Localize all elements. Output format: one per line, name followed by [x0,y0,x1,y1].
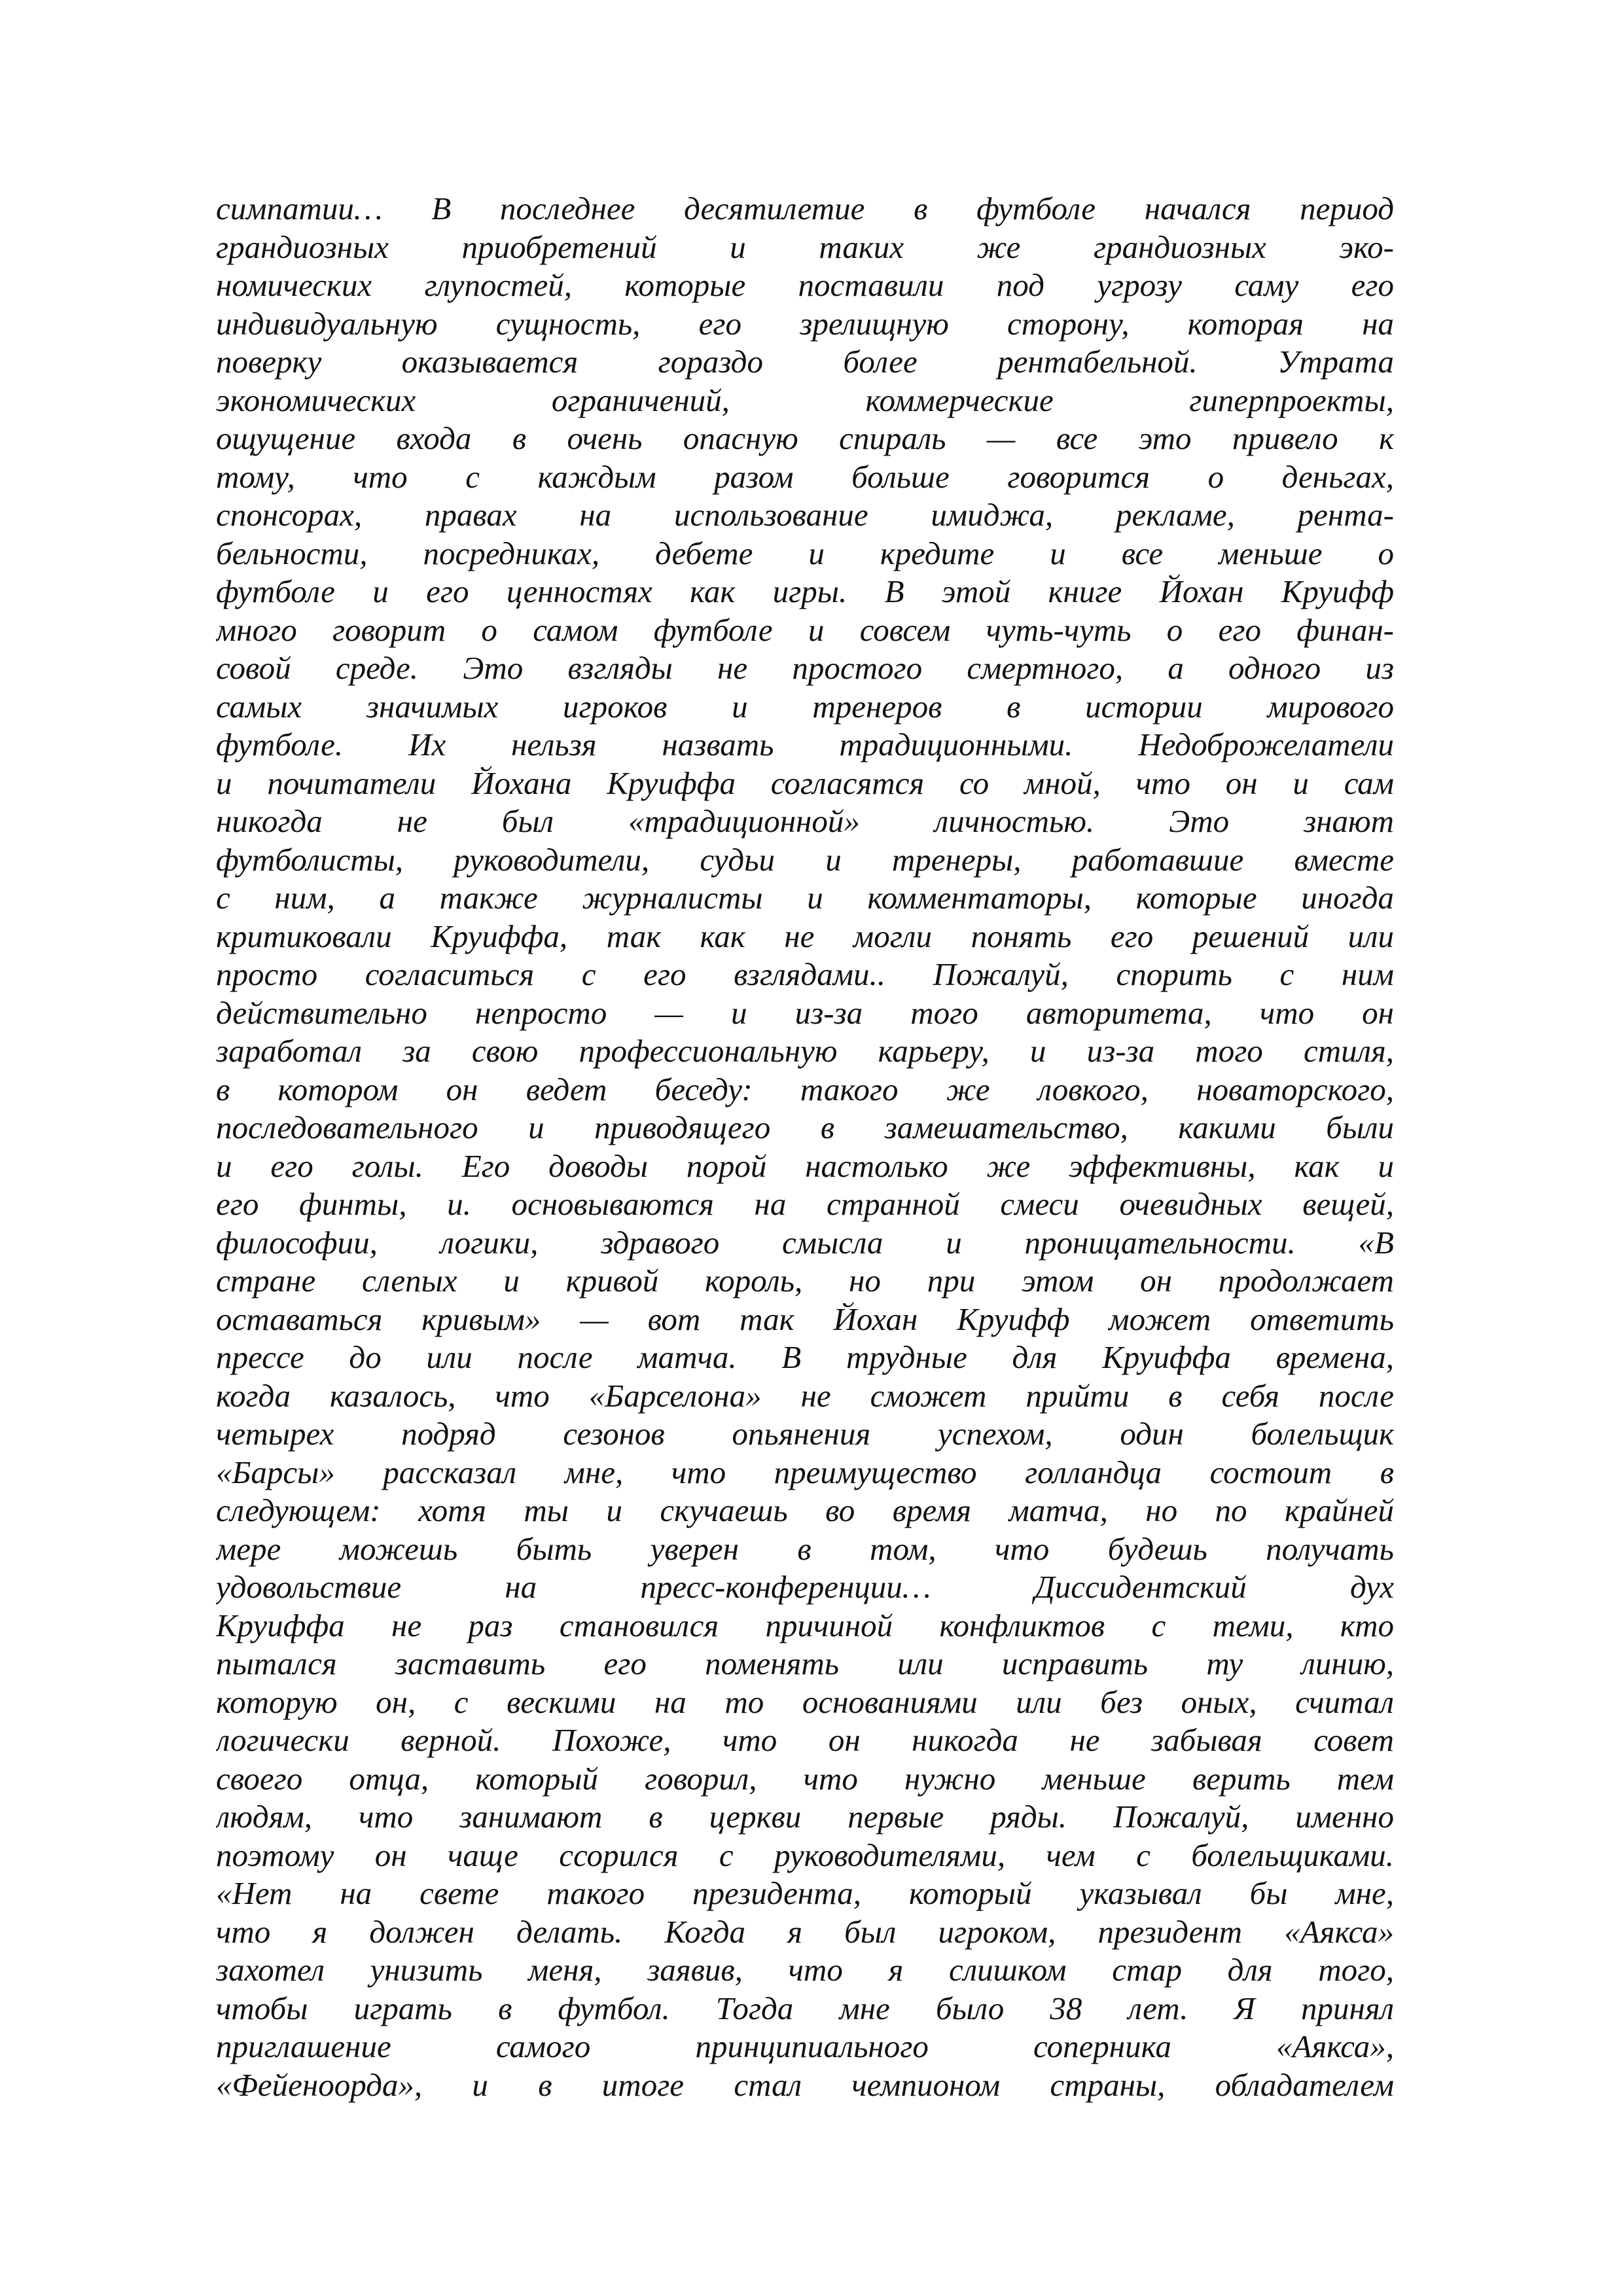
text-line: следующем: хотя ты и скучаешь во время матча, но по крайней [216,1492,1394,1528]
text-line: своего отца, который говорил, что нужно меньше верить тем [216,1760,1394,1797]
text-line: в котором он ведет беседу: такого же ловкого, новаторского, [216,1071,1394,1107]
text-line: футболе. Их нельзя назвать традиционными. Недоброжелатели [216,726,1394,762]
text-line: приглашение самого принципиального соперника «Аякса», [216,2028,1394,2064]
text-line: индивидуальную сущность, его зрелищную сторону, которая на [216,305,1394,342]
text-line: «Барсы» рассказал мне, что преимущество голландца состоит в [216,1454,1394,1490]
text-line: спонсорах, правах на использование имиджа, рекламе, рента- [216,497,1394,533]
text-line: оставаться кривым» — вот так Йохан Круифф может ответить [216,1300,1394,1337]
text-line: его финты, и. основываются на странной смеси очевидных вещей, [216,1186,1394,1222]
text-line: экономических ограничений, коммерческие гиперпроекты, [216,382,1394,418]
text-line: что я должен делать. Когда я был игроком, президент «Аякса» [216,1913,1394,1950]
text-line: которую он, с вескими на то основаниями или без оных, считал [216,1683,1394,1720]
text-line: симпатии… В последнее десятилетие в футболе начался период [216,190,1394,226]
text-line: пытался заставить его поменять или исправить ту линию, [216,1645,1394,1681]
text-line: самых значимых игроков и тренеров в истории мирового [216,688,1394,725]
text-line: заработал за свою профессиональную карьеру, и из-за того стиля, [216,1033,1394,1069]
text-line: и его голы. Его доводы порой настолько же эффективны, как и [216,1147,1394,1184]
body-text [216,190,1394,2104]
text-line: когда казалось, что «Барселона» не сможет прийти в себя после [216,1377,1394,1414]
text-line: никогда не был «традиционной» личностью. Это знают [216,803,1394,839]
text-line: много говорит о самом футболе и совсем чуть-чуть о его финан- [216,611,1394,648]
text-line: прессе до или после матча. В трудные для Круиффа времена, [216,1339,1394,1375]
text-line: поверку оказывается гораздо более рентабельной. Утрата [216,344,1394,380]
text-line: поэтому он чаще ссорился с руководителями, чем с болельщиками. [216,1837,1394,1873]
text-line: Круиффа не раз становился причиной конфликтов с теми, кто [216,1607,1394,1643]
text-line: совой среде. Это взгляды не простого смертного, а одного из [216,650,1394,686]
text-line: с ним, а также журналисты и комментаторы, которые иногда [216,880,1394,916]
text-line: философии, логики, здравого смысла и проницательности. «В [216,1224,1394,1261]
text-line: бельности, посредниках, дебете и кредите и все меньше о [216,535,1394,571]
text-line: критиковали Круиффа, так как не могли понять его решений или [216,918,1394,954]
text-line: последовательного и приводящего в замешательство, какими были [216,1109,1394,1145]
text-line: логически верной. Похоже, что он никогда не забывая совет [216,1722,1394,1758]
text-line: тому, что с каждым разом больше говорится о деньгах, [216,458,1394,495]
text-line: мере можешь быть уверен в том, что будешь получать [216,1530,1394,1567]
text-line: людям, что занимают в церкви первые ряды. Пожалуй, именно [216,1799,1394,1835]
text-line: «Нет на свете такого президента, который указывал бы мне, [216,1875,1394,1911]
text-line: удовольствие на пресс-конференции… Диссидентский дух [216,1569,1394,1605]
text-line: стране слепых и кривой король, но при этом он продолжает [216,1263,1394,1299]
text-line: грандиозных приобретений и таких же грандиозных эко- [216,228,1394,265]
text-line: чтобы играть в футбол. Тогда мне было 38 лет. Я принял [216,1990,1394,2026]
text-line: футболе и его ценностях как игры. В этой книге Йохан Круифф [216,573,1394,609]
text-line: действительно непросто — и из-за того авторитета, что он [216,994,1394,1031]
text-line: просто согласиться с его взглядами.. Пожалуй, спорить с ним [216,956,1394,992]
text-line: захотел унизить меня, заявив, что я слишком стар для того, [216,1952,1394,1988]
text-line: номических глупостей, которые поставили под угрозу саму его [216,267,1394,303]
text-line: четырех подряд сезонов опьянения успехом, один болельщик [216,1416,1394,1452]
text-line: «Фейеноорда», и в итоге стал чемпионом страны, обладателем [216,2066,1394,2103]
text-line: и почитатели Йохана Круиффа согласятся со мной, что он и сам [216,764,1394,801]
text-line: ощущение входа в очень опасную спираль — все это привело к [216,420,1394,456]
text-line: футболисты, руководители, судьи и тренеры, работавшие вместе [216,841,1394,878]
